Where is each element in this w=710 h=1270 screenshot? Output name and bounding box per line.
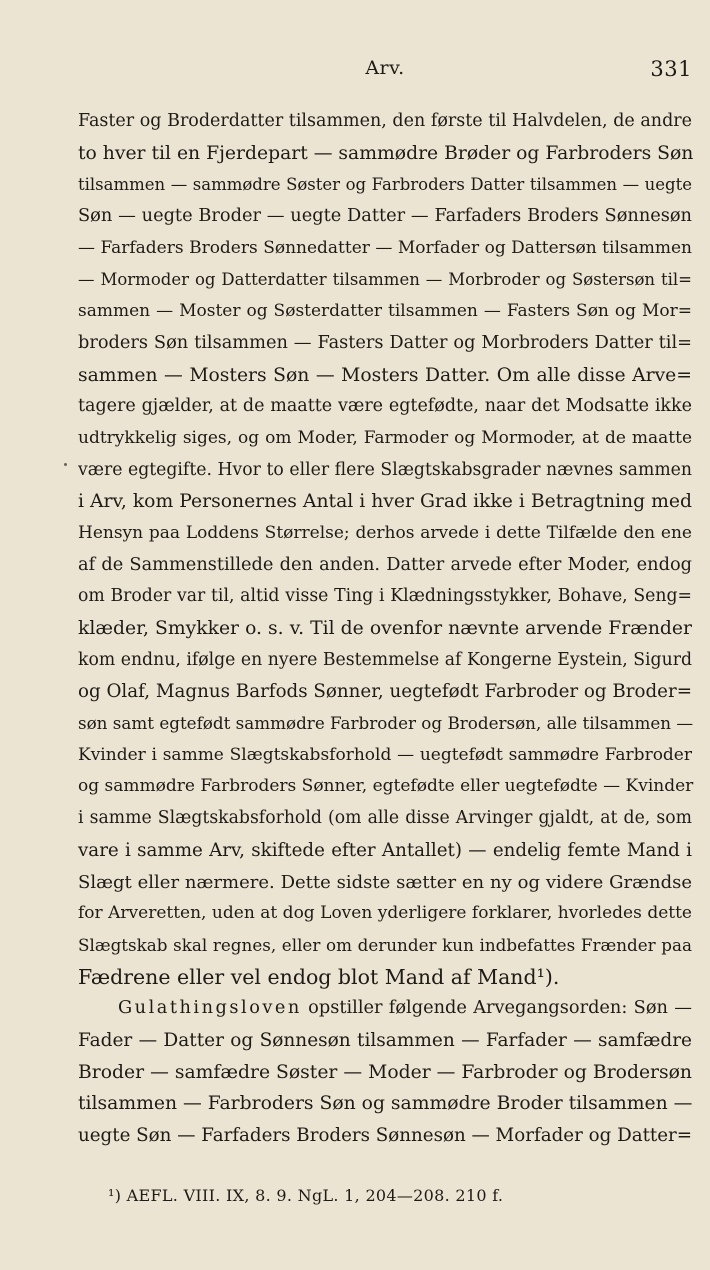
text-line: i samme Slægtskabsforhold (om alle disse Arvinger gjaldt, at de, som xyxy=(78,808,692,829)
text-line: Fader — Datter og Sønnesøn tilsammen — Farfader — samfædre xyxy=(78,1029,692,1051)
text-line: Faster og Broderdatter tilsammen, den første til Halvdelen, de andre xyxy=(78,111,692,131)
text-line: tilsammen — Farbroders Søn og sammødre Broder tilsammen — xyxy=(78,1093,693,1115)
text-line: Broder — samfædre Søster — Moder — Farbroder og Brodersøn xyxy=(78,1061,692,1083)
text-line: — Farfaders Broders Sønnedatter — Morfader og Dattersøn tilsammen xyxy=(78,237,692,258)
text-line: i Arv, kom Personernes Antal i hver Grad ikke i Betragtning med xyxy=(78,491,692,513)
text-line: udtrykkelig siges, og om Moder, Farmoder og Mormoder, at de maatte xyxy=(78,427,692,448)
text-line: Hensyn paa Loddens Størrelse; derhos arvede i dette Tilfælde den ene xyxy=(78,522,692,543)
page-number: 331 xyxy=(650,57,692,81)
text-line: Søn — uegte Broder — uegte Datter — Farfaders Broders Sønnesøn xyxy=(78,206,692,227)
text-line: — Mormoder og Datterdatter tilsammen — Morbroder og Søstersøn til= xyxy=(78,270,692,290)
footnote: ¹) AEFL. VIII. IX, 8. 9. NgL. 1, 204—208. 210 f. xyxy=(108,1186,504,1205)
text-line: om Broder var til, altid visse Ting i Klædningsstykker, Bohave, Seng= xyxy=(78,586,692,607)
text-line: sammen — Mosters Søn — Mosters Datter. Om alle disse Arve= xyxy=(78,364,692,386)
spaced-source-name: Gulathingsloven xyxy=(118,998,302,1019)
text-line: og Olaf, Magnus Barfods Sønner, uegtefødt Farbroder og Broder= xyxy=(78,681,692,703)
text-line: Slægtskab skal regnes, eller om derunder kun indbefattes Frænder paa xyxy=(78,934,692,955)
text-line: klæder, Smykker o. s. v. Til de ovenfor nævnte arvende Frænder xyxy=(78,618,692,639)
text-line-rest: opstiller følgende Arvegangsorden: Søn — xyxy=(308,998,692,1019)
text-line: og sammødre Farbroders Sønner, egtefødte eller uegtefødte — Kvinder xyxy=(78,776,694,797)
text-line: søn samt egtefødt sammødre Farbroder og Brodersøn, alle tilsammen — xyxy=(78,713,694,734)
text-line: af de Sammenstillede den anden. Datter arvede efter Moder, endog xyxy=(78,554,692,575)
text-line: Fædrene eller vel endog blot Mand af Mand¹). xyxy=(78,964,560,989)
text-line: tagere gjælder, at de maatte være egtefødte, naar det Modsatte ikke xyxy=(78,396,692,417)
text-line: sammen — Moster og Søsterdatter tilsammen — Fasters Søn og Mor= xyxy=(78,301,692,322)
text-line: for Arveretten, uden at dog Loven yderligere forklarer, hvorledes dette xyxy=(78,903,692,924)
text-line: kom endnu, ifølge en nyere Bestemmelse af Kongerne Eystein, Sigurd xyxy=(78,649,692,670)
running-head xyxy=(0,57,710,87)
text-line: Kvinder i samme Slægtskabsforhold — uegtefødt sammødre Farbroder xyxy=(78,744,692,765)
text-line: to hver til en Fjerdepart — sammødre Brøder og Farbroders Søn xyxy=(78,142,694,164)
paragraph-start-line xyxy=(78,993,692,1025)
text-line: Slægt eller nærmere. Dette sidste sætter en ny og videre Grændse xyxy=(78,871,692,893)
text-line: tilsammen — sammødre Søster og Farbroders Datter tilsammen — uegte xyxy=(78,175,692,195)
text-line: broders Søn tilsammen — Fasters Datter og Morbroders Datter til= xyxy=(78,332,692,353)
text-line: vare i samme Arv, skiftede efter Antallet) — endelig femte Mand i xyxy=(78,839,692,861)
text-line: være egtegifte. Hvor to eller flere Slægtskabsgrader nævnes sammen xyxy=(78,459,692,480)
running-title: Arv. xyxy=(365,57,405,79)
text-line: uegte Søn — Farfaders Broders Sønnesøn — Morfader og Datter= xyxy=(78,1125,693,1146)
margin-mark xyxy=(64,463,67,466)
body-text xyxy=(78,106,692,1152)
